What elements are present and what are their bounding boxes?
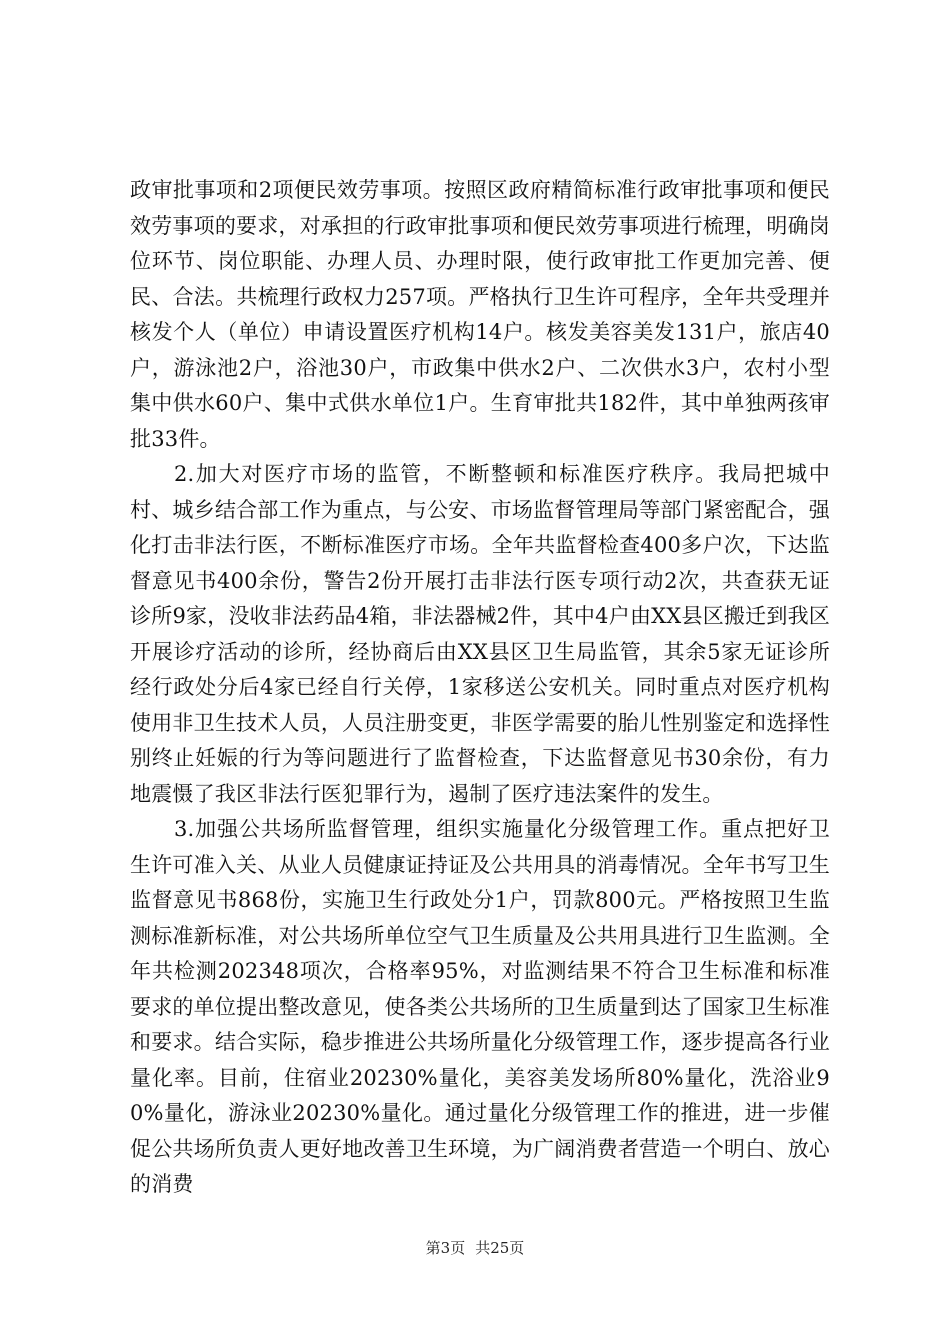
paragraph-public-places: 3.加强公共场所监督管理，组织实施量化分级管理工作。重点把好卫生许可准入关、从业人员健康证持证及公共用具的消毒情况。全年书写卫生监督意见书868份，实施卫生行政处分1户，罚款800元。严格按照卫生监测标准新标准，对公共场所单位空气卫生质量及公共用具进行卫生监测。全年共检测202348项次，合格率95%，对监测结果不符合卫生标准和标准要求的单位提出整改意见，使各类公共场所的卫生质量到达了国家卫生标准和要求。结合实际，稳步推进公共场所量化分级管理工作，逐步提高各行业量化率。目前，住宿业20230%量化，美容美发场所80%量化，洗浴业90%量化，游泳业20230%量化。通过量化分级管理工作的推进，进一步催促公共场所负责人更好地改善卫生环境，为广阔消费者营造一个明白、放心的消费 (130, 817, 830, 1196)
paragraph-medical-market: 2.加大对医疗市场的监管，不断整顿和标准医疗秩序。我局把城中村、城乡结合部工作为重点，与公安、市场监督管理局等部门紧密配合，强化打击非法行医，不断标准医疗市场。全年共监督检查400多户次，下达监督意见书400余份，警告2份开展打击非法行医专项行动2次，共查获无证诊所9家，没收非法药品4箱，非法器械2件，其中4户由XX县区搬迁到我区开展诊疗活动的诊所，经协商后由XX县区卫生局监管，其余5家无证诊所经行政处分后4家已经自行关停，1家移送公安机关。同时重点对医疗机构使用非卫生技术人员，人员注册变更，非医学需要的胎儿性别鉴定和选择性别终止妊娠的行为等问题进行了监督检查，下达监督意见书30余份，有力地震慑了我区非法行医犯罪行为，遏制了医疗违法案件的发生。 (130, 462, 830, 806)
page-footer (0, 1238, 950, 1258)
document-body (130, 173, 830, 1203)
paragraph-permits: 政审批事项和2项便民效劳事项。按照区政府精简标准行政审批事项和便民效劳事项的要求，对承担的行政审批事项和便民效劳事项进行梳理，明确岗位环节、岗位职能、办理人员、办理时限，使行政审批工作更加完善、便民、合法。共梳理行政权力257项。严格执行卫生许可程序，全年共受理并核发个人（单位）申请设置医疗机构14户。核发美容美发131户，旅店40户，游泳池2户，浴池30户，市政集中供水2户、二次供水3户，农村小型集中供水60户、集中式供水单位1户。生育审批共182件，其中单独两孩审批33件。 (130, 178, 830, 451)
page-number: 第3页 (425, 1239, 466, 1257)
page-total: 共25页 (475, 1239, 525, 1257)
